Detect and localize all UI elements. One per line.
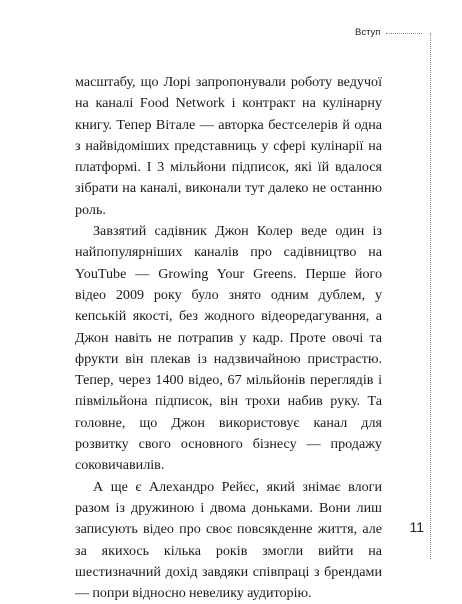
- page-number: 11: [409, 519, 424, 535]
- header-dotted-rule: [386, 33, 422, 34]
- body-text: [75, 72, 382, 604]
- margin-dotted-rule: [430, 33, 431, 559]
- running-head: Вступ: [355, 27, 381, 38]
- paragraph-1: масштабу, що Лорі запропонували роботу ведучої на каналі Food Network і контракт на кулінарну книгу. Тепер Вітале — авторка бестселерів й одна з найвідоміших представниць у сфері кулінарії на платформі. І 3 мільйони підписок, які їй вдалося зібрати на каналі, виконали тут далеко не останню роль.: [75, 74, 382, 218]
- paragraph-3: А ще є Алехандро Рейєс, який знімає влоги разом із дружиною і двома доньками. Вони лиш записують відео про своє повсякденне життя, але за якихось кілька років змогли вийти на шестизначний дохід завдяки співпраці з брендами — попри відносно невелику аудиторію.: [75, 478, 382, 602]
- paragraph-2: Завзятий садівник Джон Колер веде один із найпопулярніших каналів про садівництво на YouTube — Growing Your Greens. Перше його відео 2009 року було знято одним дублем, у кепській якості, без жодного відеоредагування, а Джон навіть не потрапив у кадр. Проте овочі та фрукти він плекав із надзвичайною пристрастю. Тепер, через 1400 відео, 67 мільйонів переглядів і півмільйона підписок, він трохи набив руку. Та головне, що Джон використовує канал для розвитку свого основного бізнесу — продажу соковичавилів.: [75, 223, 382, 474]
